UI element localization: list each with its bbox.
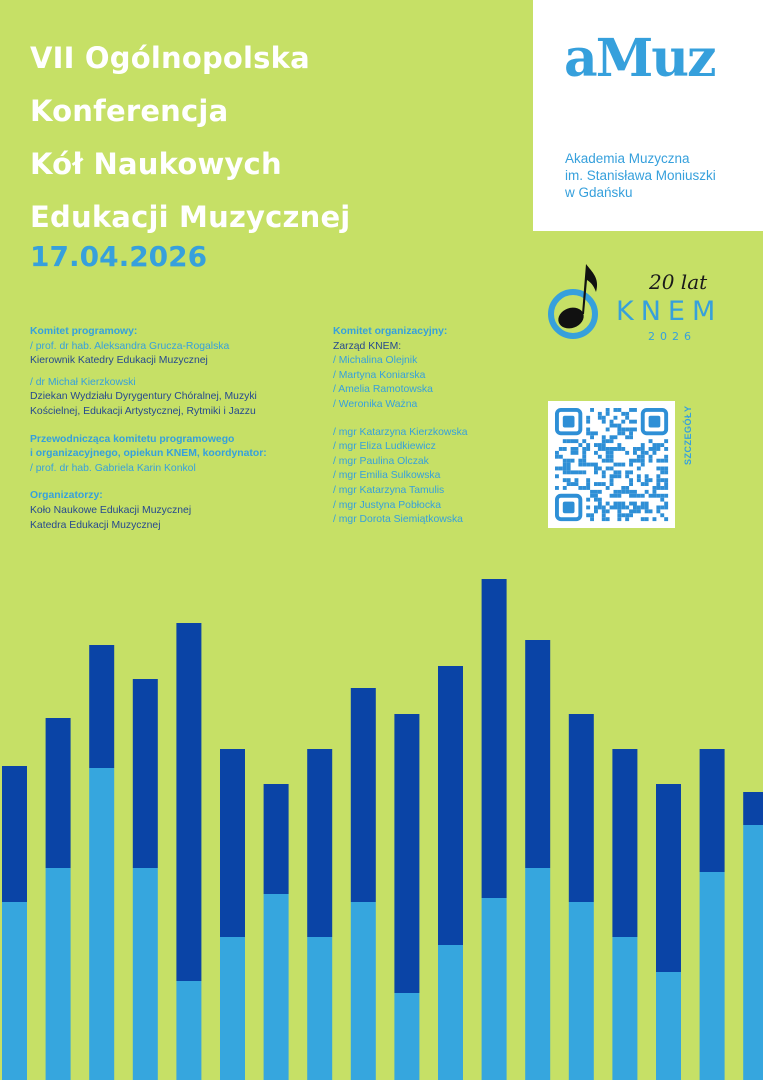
- bar-light-segment: [176, 981, 201, 1080]
- chair-heading: Przewodnicząca komitetu programowego: [30, 433, 235, 445]
- bar-dark-segment: [612, 749, 637, 937]
- bar-dark-segment: [89, 645, 114, 768]
- board-member: / Amelia Ramotowska: [333, 384, 433, 396]
- bar-light-segment: [482, 898, 507, 1080]
- title-line: VII Ogólnopolska: [30, 41, 310, 75]
- bar-dark-segment: [482, 579, 507, 898]
- bar-dark-segment: [569, 714, 594, 902]
- conference-date: 17.04.2026: [30, 240, 208, 273]
- program-heading: Komitet programowy:: [30, 326, 138, 337]
- member-name: / prof. dr hab. Aleksandra Grucza-Rogalska: [30, 340, 230, 352]
- bar-dark-segment: [46, 718, 71, 868]
- title-line: Kół Naukowych: [30, 147, 282, 181]
- member-role: Kierownik Katedry Edukacji Muzycznej: [30, 355, 208, 367]
- bar-dark-segment: [525, 640, 550, 868]
- bar-light-segment: [133, 868, 158, 1080]
- chair-heading: i organizacyjnego, opiekun KNEM, koordynator:: [30, 448, 267, 460]
- title-line: Edukacji Muzycznej: [30, 200, 351, 234]
- academy-line: im. Stanisława Moniuszki: [565, 168, 716, 183]
- bar-light-segment: [46, 868, 71, 1080]
- bar-light-segment: [307, 937, 332, 1080]
- academy-line: w Gdańsku: [565, 185, 633, 200]
- board-label: Zarząd KNEM:: [333, 340, 402, 352]
- knem-year: 2026: [648, 330, 696, 343]
- academy-line: Akademia Muzyczna: [565, 151, 690, 166]
- bar-dark-segment: [438, 666, 463, 945]
- organizer: Katedra Edukacji Muzycznej: [30, 519, 161, 531]
- organizing-heading: Komitet organizacyjny:: [333, 326, 448, 337]
- bar-dark-segment: [351, 688, 376, 902]
- bar-dark-segment: [656, 784, 681, 972]
- bar-light-segment: [743, 825, 763, 1080]
- member-role: Dziekan Wydziału Dyrygentury Chóralnej, Muzyki: [30, 391, 257, 403]
- staff-member: / mgr Dorota Siemiątkowska: [333, 514, 463, 526]
- organizer: Koło Naukowe Edukacji Muzycznej: [30, 504, 192, 516]
- chair-name: / prof. dr hab. Gabriela Karin Konkol: [30, 462, 196, 474]
- board-member: / Martyna Koniarska: [333, 369, 426, 381]
- staff-member: / mgr Paulina Olczak: [333, 455, 429, 467]
- staff-member: / mgr Emilia Sulkowska: [333, 470, 441, 482]
- bar-light-segment: [2, 902, 27, 1080]
- staff-member: / mgr Eliza Ludkiewicz: [333, 441, 436, 453]
- board-member: / Weronika Ważna: [333, 398, 418, 410]
- staff-member: / mgr Justyna Pobłocka: [333, 499, 441, 511]
- knem-anniversary: 20 lat: [649, 270, 708, 294]
- bar-light-segment: [351, 902, 376, 1080]
- amuz-logo: aMuz: [564, 28, 715, 89]
- bar-light-segment: [525, 868, 550, 1080]
- member-name: / dr Michał Kierzkowski: [30, 376, 136, 388]
- bar-light-segment: [89, 768, 114, 1080]
- board-member: / Michalina Olejnik: [333, 355, 418, 367]
- organizers-heading: Organizatorzy:: [30, 490, 103, 502]
- staff-member: / mgr Katarzyna Tamulis: [333, 484, 445, 496]
- member-role: Kościelnej, Edukacji Artystycznej, Rytmiki i Jazzu: [30, 405, 256, 417]
- bar-light-segment: [438, 945, 463, 1080]
- bar-dark-segment: [176, 623, 201, 981]
- bar-light-segment: [700, 872, 725, 1080]
- knem-name: KNEM: [616, 296, 723, 327]
- title-line: Konferencja: [30, 94, 229, 128]
- bar-light-segment: [220, 937, 245, 1080]
- bar-light-segment: [394, 993, 419, 1080]
- bar-dark-segment: [220, 749, 245, 937]
- bar-light-segment: [656, 972, 681, 1080]
- bar-light-segment: [612, 937, 637, 1080]
- bar-dark-segment: [307, 749, 332, 937]
- bar-dark-segment: [700, 749, 725, 872]
- bar-dark-segment: [2, 766, 27, 902]
- bar-dark-segment: [394, 714, 419, 993]
- qr-label: SZCZEGÓŁY: [683, 405, 693, 465]
- bar-dark-segment: [133, 679, 158, 868]
- bar-light-segment: [264, 894, 289, 1080]
- bar-dark-segment: [743, 792, 763, 825]
- bar-dark-segment: [264, 784, 289, 894]
- staff-member: / mgr Katarzyna Kierzkowska: [333, 426, 468, 438]
- bar-light-segment: [569, 902, 594, 1080]
